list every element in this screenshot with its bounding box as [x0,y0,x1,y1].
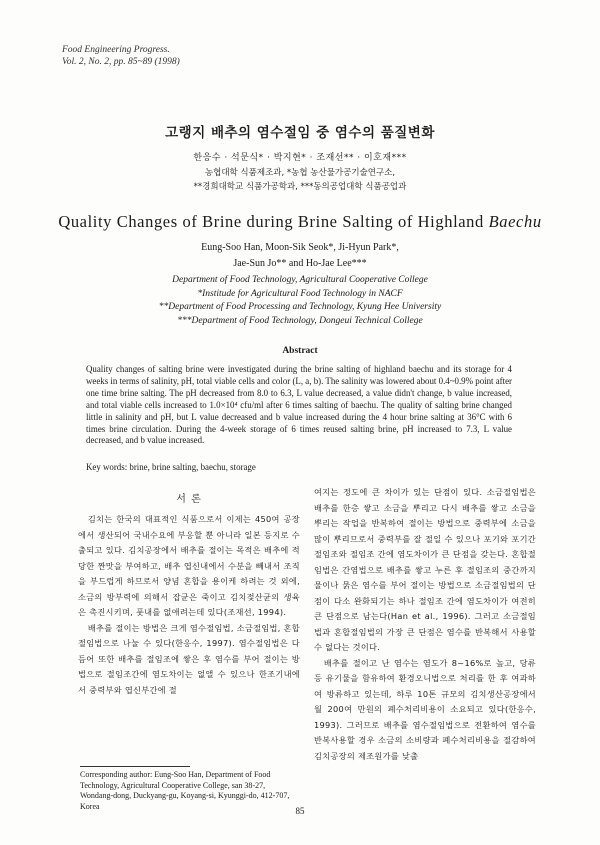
keywords: Key words: brine, brine salting, baechu, storage [86,462,256,472]
paragraph: 배추를 절이고 난 염수는 염도가 8~16%로 높고, 당류 등 유기물을 함유하여 환경오니법으로 처리를 한 후 여과하여 방류하고 있는데, 하루 10톤 규모의 김치생산공장에서 월 200여 만원의 폐수처리비용이 소요되고 있다(한응수, 1993). 그러므로 배추를 염수절임법으로 전환하여 염수를 반복사용할 경우 소금의 소비량과 폐수처리비용을 절감하여 김치공장의 제조원가를 낮출 [314,657,536,761]
abstract-heading: Abstract [282,346,318,356]
english-affiliation-line: Department of Food Technology, Agricultural Cooperative College [172,275,428,285]
english-author-line: Eung-Soo Han, Moon-Sik Seok*, Ji-Hyun Park*, [201,242,399,253]
page-number: 85 [295,806,305,816]
paragraph: 김치는 한국의 대표적인 식품으로서 이제는 450여 공장에서 생산되어 국내수요에 부응할 뿐 아니라 일본 등지로 수출되고 있다. 김치공장에서 배추를 절이는 목적은 배추에 적당한 짠맛을 부여하고, 배추 엽신내에서 수분을 빼내서 조직을 부드럽게 하므로서 양념 혼합을 용이케 하려는 것 외에, 소금의 방부력에 의해서 잡균은 죽이고 김치젖산균의 생육은 촉진시키며, 풋내를 없애려는데 있다(조재선, 1994). [78,514,300,617]
korean-authors: 한응수 · 석문식* · 박지현* · 조재선** · 이호재*** [193,153,407,163]
english-affiliation-line: *Institude for Agricultural Food Technology in NACF [197,288,403,299]
korean-affiliation-line: **경희대학교 식품가공학과, ***동의공업대학 식품공업과 [193,182,407,192]
english-title [0,212,600,232]
english-title-main: Quality Changes of Brine during Brine Salting of Highland [58,212,489,231]
right-column [314,485,536,764]
korean-title: 고랭지 배추의 염수절임 중 염수의 품질변화 [165,125,435,141]
korean-affiliations [0,166,600,194]
corresponding-author-footnote: Corresponding author: Eung-Soo Han, Department of Food Technology, Agricultural Cooperative College, san 38-27, Wondang-dong, Duckyang-gu, Koyang-si, Kyunggi-do, 412-707, Korea [80,770,290,811]
journal-name: Food Engineering Progress. [62,45,170,55]
english-affiliations [0,274,600,328]
footnote-rule [80,766,190,767]
journal-header [62,44,180,68]
paragraph: 여지는 정도에 큰 차이가 있는 단점이 있다. 소금절임법은 배추를 한층 쌓고 소금을 뿌리고 다시 배추를 쌓고 소금을 뿌리는 작업을 반복하여 절이는 방법으로 중력부에 소금을 많이 뿌리므로서 중력부를 잘 절일 수 있으나 포기와 포기간 절임조와 절임조 간에 염도차이가 큰 단점을 갖는다. 혼합절임법은 간염법으로 배추를 쌓고 누른 후 절임조의 중간까지 물이나 묽은 염수를 부어 절이는 방법으로 소금절임법의 단점이 다소 완화되기는 하나 절임조 간에 염도차이가 여전히 큰 단점으로 남는다(Han et al., 1996). 그러고 소금절임법과 혼합절임법의 가장 큰 단점은 염수를 반복해서 사용할 수 없다는 것이다. [314,487,536,652]
korean-affiliation-line: 농협대학 식품제조과, *농협 농산물가공기술연구소, [204,168,396,178]
english-affiliation-line: **Department of Food Processing and Technology, Kyung Hee University [158,302,442,312]
english-affiliation-line: ***Department of Food Technology, Dongeui Technical College [177,315,423,326]
english-authors [0,240,600,272]
english-title-italic: Baechu [488,212,542,231]
left-column [78,512,300,698]
journal-volume: Vol. 2, No. 2, pp. 85~89 (1998) [62,57,180,67]
section-heading-introduction: 서 론 [176,494,202,505]
abstract-text: Quality changes of salting brine were investigated during the brine salting of highland baechu and its storage for 4 weeks in terms of salinity, pH, total viable cells and color (L, a, b). The salinity was lowered about 0.4~0.9% point after one time brine salting. The pH decreased from 8.0 to 6.3, L value decreased, a value didn't change, b value increased, and total viable cells increased to 1.0×10⁴ cfu/ml after 6 times salting of baechu. The quality of salting brine changed little in salinity and pH, but L value decreased and b value increased during the 4 hour brine salting at 36°C with 6 times brine circulation. During the 4-week storage of 6 times reused salting brine, pH increased to 7.3, L value decreased, and b value increased. [86,364,512,446]
english-author-line: Jae-Sun Jo** and Ho-Jae Lee*** [233,258,367,269]
paragraph: 배추를 절이는 방법은 크게 염수절임법, 소금절임법, 혼합절임법으로 나눌 수 있다(한응수, 1997). 염수절임법은 다듬어 또한 배추를 절임조에 쌓은 후 염수를 부어 절이는 방법으로 절임조간에 염도차이는 없앨 수 있으나 한조기내에서 중력부와 엽신부간에 절 [78,622,300,695]
